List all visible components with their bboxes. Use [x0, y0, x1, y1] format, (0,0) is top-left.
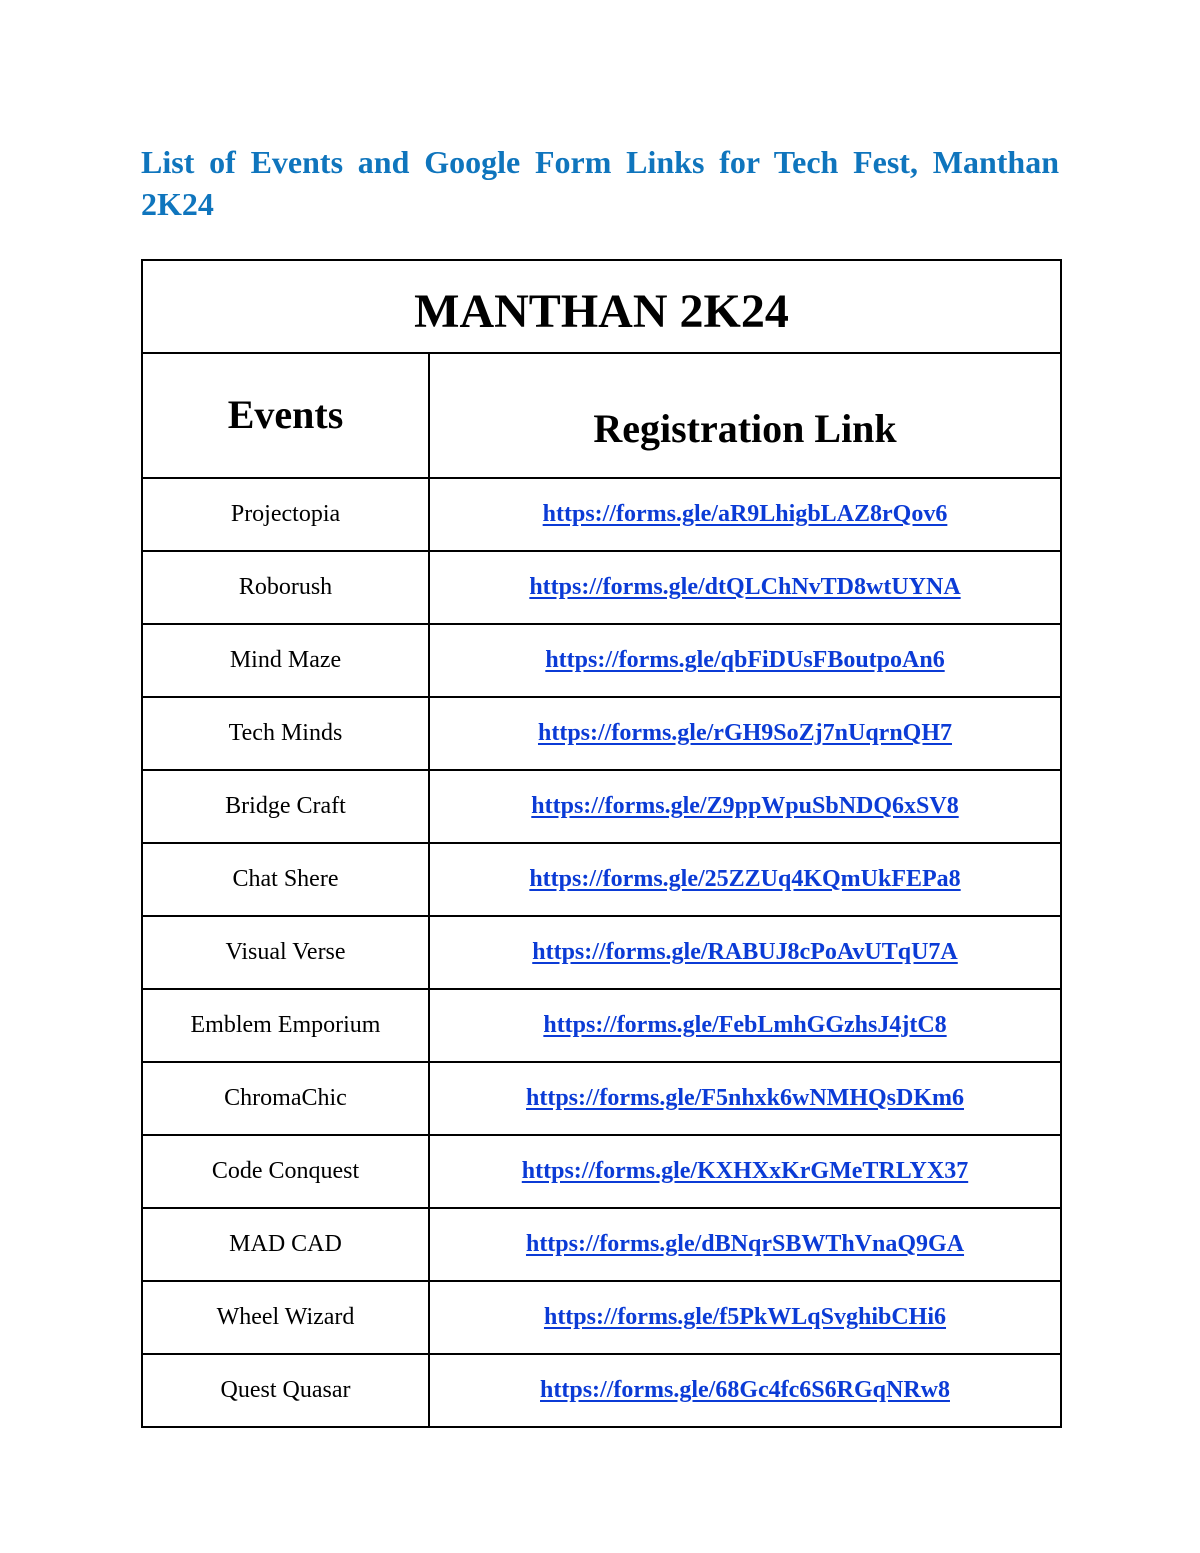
document-title: List of Events and Google Form Links for Tech Fest, Manthan 2K24 — [141, 144, 1059, 222]
registration-link[interactable]: https://forms.gle/25ZZUq4KQmUkFEPa8 — [529, 866, 961, 892]
event-name: Roborush — [142, 551, 429, 624]
registration-link-cell — [429, 1208, 1061, 1281]
registration-link-cell — [429, 770, 1061, 843]
event-name: Projectopia — [142, 478, 429, 551]
registration-link-cell — [429, 697, 1061, 770]
registration-link-cell — [429, 916, 1061, 989]
table-row — [142, 770, 1061, 843]
registration-link[interactable]: https://forms.gle/KXHXxKrGMeTRLYX37 — [521, 1158, 969, 1184]
registration-link-cell — [429, 843, 1061, 916]
column-header-row — [142, 353, 1061, 478]
table-row — [142, 989, 1061, 1062]
table-row — [142, 916, 1061, 989]
table-row — [142, 624, 1061, 697]
registration-link[interactable]: https://forms.gle/dBNqrSBWThVnaQ9GA — [525, 1231, 965, 1257]
event-name: Chat Shere — [142, 843, 429, 916]
table-row — [142, 1062, 1061, 1135]
event-name: Quest Quasar — [142, 1354, 429, 1427]
registration-link-cell — [429, 1281, 1061, 1354]
registration-link[interactable]: https://forms.gle/Z9ppWpuSbNDQ6xSV8 — [531, 793, 959, 819]
column-header-registration-link: Registration Link — [429, 353, 1061, 478]
event-name: Emblem Emporium — [142, 989, 429, 1062]
registration-link[interactable]: https://forms.gle/rGH9SoZj7nUqrnQH7 — [537, 720, 952, 746]
registration-link[interactable]: https://forms.gle/f5PkWLqSvghibCHi6 — [543, 1304, 947, 1330]
registration-link[interactable]: https://forms.gle/68Gc4fc6S6RGqNRw8 — [540, 1377, 950, 1403]
event-name: Tech Minds — [142, 697, 429, 770]
registration-link[interactable]: https://forms.gle/dtQLChNvTD8wtUYNA — [529, 574, 961, 600]
registration-link[interactable]: https://forms.gle/F5nhxk6wNMHQsDKm6 — [526, 1085, 964, 1111]
table-row — [142, 551, 1061, 624]
registration-link[interactable]: https://forms.gle/qbFiDUsFBoutpoAn6 — [545, 647, 945, 673]
event-name: MAD CAD — [142, 1208, 429, 1281]
registration-link-cell — [429, 624, 1061, 697]
event-name: Bridge Craft — [142, 770, 429, 843]
registration-link-cell — [429, 1135, 1061, 1208]
registration-link-cell — [429, 478, 1061, 551]
registration-link[interactable]: https://forms.gle/aR9LhigbLAZ8rQov6 — [542, 501, 948, 527]
table-row — [142, 843, 1061, 916]
table-row — [142, 478, 1061, 551]
column-header-events: Events — [142, 353, 429, 478]
table-row — [142, 1281, 1061, 1354]
registration-link-cell — [429, 1354, 1061, 1427]
table-row — [142, 1208, 1061, 1281]
events-table — [141, 259, 1062, 1428]
table-row — [142, 1354, 1061, 1427]
table-heading-row — [142, 260, 1061, 353]
event-name: ChromaChic — [142, 1062, 429, 1135]
registration-link[interactable]: https://forms.gle/FebLmhGGzhsJ4jtC8 — [543, 1012, 947, 1038]
table-row — [142, 1135, 1061, 1208]
table-row — [142, 697, 1061, 770]
event-name: Wheel Wizard — [142, 1281, 429, 1354]
table-heading: MANTHAN 2K24 — [142, 260, 1061, 353]
event-name: Mind Maze — [142, 624, 429, 697]
registration-link[interactable]: https://forms.gle/RABUJ8cPoAvUTqU7A — [532, 939, 958, 965]
registration-link-cell — [429, 551, 1061, 624]
registration-link-cell — [429, 989, 1061, 1062]
event-name: Code Conquest — [142, 1135, 429, 1208]
event-name: Visual Verse — [142, 916, 429, 989]
registration-link-cell — [429, 1062, 1061, 1135]
